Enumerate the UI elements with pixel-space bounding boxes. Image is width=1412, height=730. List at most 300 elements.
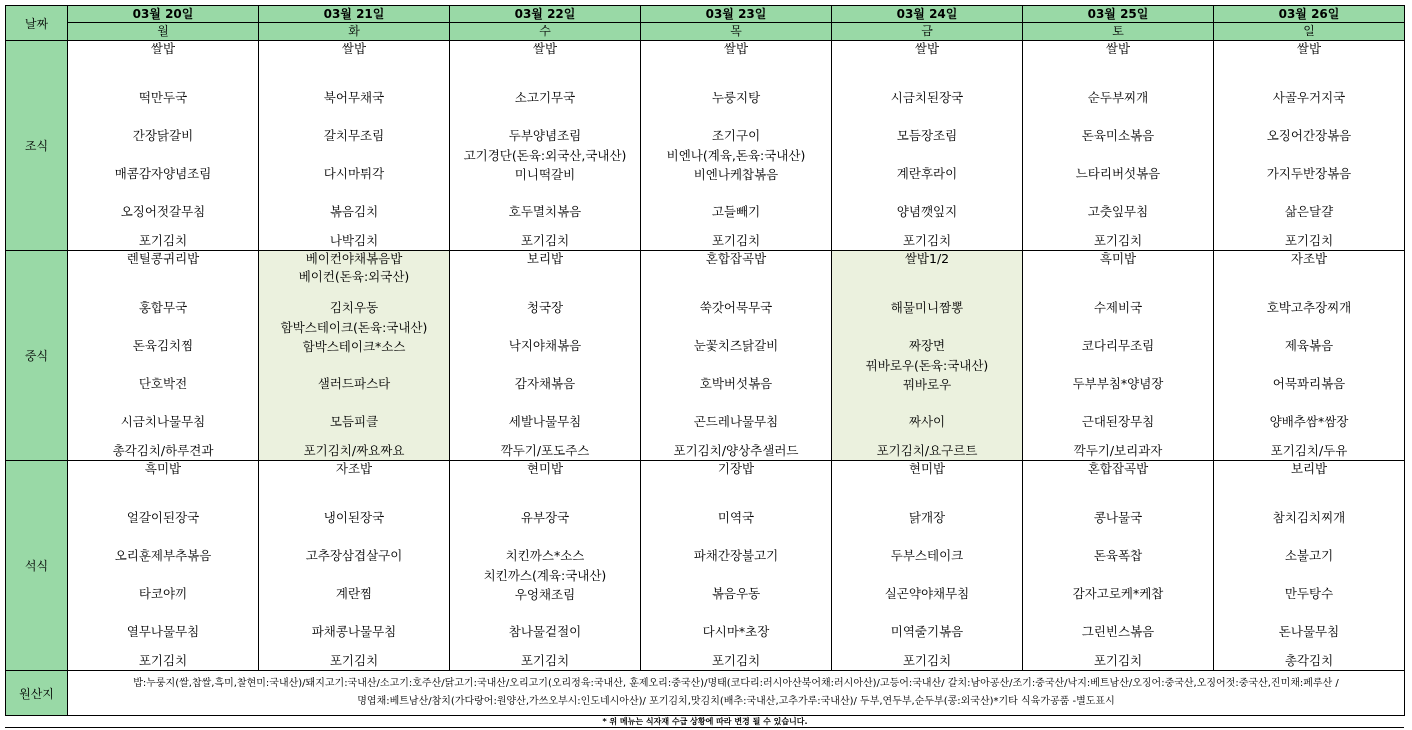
- menu-item: [1023, 499, 1213, 537]
- menu-item: [259, 651, 449, 670]
- menu-item-name: 쌀밥: [1296, 41, 1322, 56]
- menu-cell: [832, 461, 1023, 671]
- menu-item-name: 해물미니짬뽕: [890, 300, 964, 315]
- menu-item: [450, 499, 640, 537]
- menu-item-name: 포기김치/짜요짜요: [303, 443, 405, 458]
- menu-item: [641, 441, 831, 460]
- menu-item: [1023, 441, 1213, 460]
- menu-item-name: 포기김치: [1093, 233, 1143, 248]
- menu-item: [641, 327, 831, 365]
- menu-item: [259, 365, 449, 403]
- menu-item: [832, 79, 1022, 117]
- menu-item-name: 쌀밥: [723, 41, 749, 56]
- menu-item-name: 미니떡갈비: [514, 167, 576, 182]
- menu-item-name: 홍합무국: [138, 300, 188, 315]
- menu-item: [259, 441, 449, 460]
- menu-item: [259, 41, 449, 79]
- menu-item-name: 두부양념조림: [508, 128, 582, 143]
- menu-cell: [1214, 461, 1405, 671]
- menu-item: [1214, 193, 1404, 231]
- menu-item: [1214, 613, 1404, 651]
- menu-item: [259, 613, 449, 651]
- menu-item: [832, 441, 1022, 460]
- menu-item-name: 포기김치: [520, 233, 570, 248]
- menu-item-name: 감자채볶음: [514, 376, 576, 391]
- menu-item: [1214, 251, 1404, 289]
- menu-item: [259, 461, 449, 499]
- menu-item: [832, 575, 1022, 613]
- menu-item: [450, 148, 640, 193]
- menu-item: [68, 251, 258, 289]
- menu-item-name: 유부장국: [520, 510, 570, 525]
- menu-item: [1214, 461, 1404, 499]
- menu-item: [450, 441, 640, 460]
- menu-item: [1023, 403, 1213, 441]
- menu-item-name: 호박버섯볶음: [699, 376, 773, 391]
- menu-item-name: 치킨까스*소스: [505, 548, 585, 563]
- menu-item: [832, 231, 1022, 250]
- menu-item-name: 제육볶음: [1284, 338, 1334, 353]
- menu-item: [1023, 231, 1213, 250]
- menu-item-name: 포기김치: [520, 653, 570, 668]
- menu-item-name: 포기김치: [1284, 233, 1334, 248]
- menu-item-name: 사골우거지국: [1272, 90, 1346, 105]
- menu-item: [259, 251, 449, 289]
- origin-row: [6, 671, 1405, 716]
- weekday-header: 목: [641, 23, 832, 41]
- menu-item-name: 순두부찌개: [1087, 90, 1149, 105]
- menu-cell: [641, 41, 832, 251]
- menu-item: [1023, 613, 1213, 651]
- menu-item-name: 흑미밥: [1099, 251, 1137, 266]
- menu-item: [450, 41, 640, 79]
- menu-item: [450, 327, 640, 365]
- menu-item: [68, 499, 258, 537]
- menu-item: [832, 155, 1022, 193]
- menu-item-name: 자조밥: [335, 461, 373, 476]
- menu-item-name: 모듬장조림: [896, 128, 958, 143]
- footnote: * 위 메뉴는 식자재 수급 상황에 따라 변경 될 수 있습니다.: [602, 717, 808, 726]
- menu-item-name: 쑥갓어묵무국: [699, 300, 773, 315]
- menu-item: [1023, 575, 1213, 613]
- menu-item: [832, 289, 1022, 327]
- menu-item-name: 느타리버섯볶음: [1075, 166, 1161, 181]
- menu-item: [68, 327, 258, 365]
- menu-item-name: 돈나물무침: [1278, 624, 1340, 639]
- menu-item-name: 오징어간장볶음: [1266, 128, 1352, 143]
- menu-item: [832, 651, 1022, 670]
- menu-item-name: 포기김치/요구르트: [876, 443, 978, 458]
- menu-item-name: 쌀밥1/2: [904, 251, 950, 266]
- menu-cell: [1023, 251, 1214, 461]
- menu-item-name: 가지두반장볶음: [1266, 166, 1352, 181]
- menu-item: [1214, 79, 1404, 117]
- date-header: 03월 24일: [832, 6, 1023, 23]
- menu-item-name: 총각김치: [1284, 653, 1334, 668]
- menu-item: [832, 117, 1022, 155]
- menu-item-name: 현미밥: [908, 461, 946, 476]
- menu-item-name: 미역국: [717, 510, 755, 525]
- menu-item: [832, 537, 1022, 575]
- menu-item-name: 보리밥: [526, 251, 564, 266]
- menu-item: [641, 365, 831, 403]
- menu-item: [1023, 537, 1213, 575]
- menu-item-name: 파채간장불고기: [693, 548, 779, 563]
- menu-item-name: 베이컨야채볶음밥: [305, 251, 403, 266]
- menu-item: [259, 193, 449, 231]
- menu-item-name: 쌀밥: [532, 41, 558, 56]
- menu-item: [450, 251, 640, 289]
- menu-item: [832, 193, 1022, 231]
- date-header: 03월 21일: [259, 6, 450, 23]
- menu-item-name: 돈육폭찹: [1093, 548, 1143, 563]
- origin-text: 밥:누룽지(쌀,찹쌀,흑미,찰현미:국내산)/돼지고기:국내산/소고기:호주산/닭고기:국내산/오리고기(오리정육:국내산, 훈제오리:중국산)/명태(코다리:러시아산북어채:러시아산)/고등어:국내산/ 갈치:남아공산/조기:중국산/낙지:베트남산/오징어:중국산,오징어젓:중국산,진미채:페루산 /: [133, 678, 1339, 689]
- menu-item-name: 포기김치/두유: [1270, 443, 1348, 458]
- menu-item-name: 포기김치: [711, 653, 761, 668]
- menu-item-name: 참치김치찌개: [1272, 510, 1346, 525]
- menu-item: [259, 499, 449, 537]
- menu-item-name: 쌀밥: [150, 41, 176, 56]
- menu-cell: [259, 251, 450, 461]
- menu-item-name: 자조밥: [1290, 251, 1328, 266]
- menu-item: [68, 403, 258, 441]
- menu-item: [1214, 231, 1404, 250]
- menu-item: [68, 613, 258, 651]
- menu-item-name: 간장닭갈비: [132, 128, 194, 143]
- menu-item-name: 계란후라이: [896, 166, 958, 181]
- menu-item-name: 미역줄기볶음: [890, 624, 964, 639]
- menu-item-name: 혼합잡곡밥: [1087, 461, 1149, 476]
- menu-cell: [1214, 41, 1405, 251]
- menu-item-name: 수제비국: [1093, 300, 1143, 315]
- menu-item: [450, 461, 640, 499]
- menu-item: [1214, 537, 1404, 575]
- menu-item-name: 호두멸치볶음: [508, 204, 582, 219]
- menu-cell: [68, 461, 259, 671]
- menu-item-name: 보리밥: [1290, 461, 1328, 476]
- menu-cell: [832, 251, 1023, 461]
- menu-cell: [1214, 251, 1405, 461]
- menu-item: [259, 320, 449, 365]
- menu-item-name: 혼합잡곡밥: [705, 251, 767, 266]
- menu-item: [1214, 441, 1404, 460]
- menu-item: [641, 575, 831, 613]
- menu-item-name: 김치우동: [329, 300, 379, 315]
- weekday-header: 토: [1023, 23, 1214, 41]
- menu-cell: [1023, 41, 1214, 251]
- menu-item-name: 그린빈스볶음: [1081, 624, 1155, 639]
- menu-item: [1023, 461, 1213, 499]
- menu-item-name: 북어무채국: [323, 90, 385, 105]
- menu-item-name: 고추장삼겹살구이: [305, 548, 403, 563]
- menu-item-name: 비엔나케찹볶음: [693, 167, 779, 182]
- menu-item: [259, 403, 449, 441]
- origin-detail: 치킨까스(계육:국내산): [483, 568, 607, 583]
- menu-cell: [259, 461, 450, 671]
- menu-cell: [641, 251, 832, 461]
- menu-item-name: 돈육미소볶음: [1081, 128, 1155, 143]
- menu-item: [641, 148, 831, 193]
- menu-item-name: 우엉채조림: [514, 587, 576, 602]
- menu-cell: [68, 251, 259, 461]
- date-header: 03월 23일: [641, 6, 832, 23]
- menu-item-name: 타코야끼: [138, 586, 188, 601]
- menu-item: [641, 613, 831, 651]
- weekly-menu-table: [5, 5, 1405, 727]
- menu-cell: [259, 41, 450, 251]
- menu-item-name: 양배추쌈*쌈장: [1269, 414, 1349, 429]
- origin-detail: 고기경단(돈육:외국산,국내산): [463, 148, 627, 163]
- menu-item: [1214, 499, 1404, 537]
- menu-item: [1214, 327, 1404, 365]
- menu-item-name: 볶음우동: [711, 586, 761, 601]
- menu-item-name: 포기김치: [329, 653, 379, 668]
- menu-item-name: 호박고추장찌개: [1266, 300, 1352, 315]
- menu-item: [259, 575, 449, 613]
- menu-cell: [1023, 461, 1214, 671]
- menu-item: [259, 117, 449, 155]
- menu-item: [68, 79, 258, 117]
- menu-item: [641, 193, 831, 231]
- menu-item: [1214, 41, 1404, 79]
- menu-item-name: 다시마*초장: [702, 624, 770, 639]
- menu-item: [641, 41, 831, 79]
- menu-item: [832, 461, 1022, 499]
- menu-item-name: 현미밥: [526, 461, 564, 476]
- weekday-header: 월: [68, 23, 259, 41]
- menu-item: [1023, 193, 1213, 231]
- menu-item: [641, 537, 831, 575]
- menu-item: [641, 251, 831, 289]
- origin-text: 명엽채:베트남산/참치(가다랑어:원양산,가쓰오부시:인도네시아산)/ 포기김치,맛김치(배추:국내산,고추가루:국내산)/ 두부,연두부,순두부(콩:외국산)*기타 식육가공품 -별도표시: [357, 696, 1115, 707]
- weekday-header: 수: [450, 23, 641, 41]
- menu-item: [68, 289, 258, 327]
- date-row: [6, 6, 1405, 23]
- menu-item: [1214, 365, 1404, 403]
- menu-item-name: 소고기무국: [514, 90, 576, 105]
- menu-item: [1023, 79, 1213, 117]
- menu-item-name: 짜장면: [908, 338, 946, 353]
- bottom-border: [5, 727, 1404, 728]
- menu-item: [641, 289, 831, 327]
- menu-item-name: 포기김치: [902, 233, 952, 248]
- menu-item-name: 갈치무조림: [323, 128, 385, 143]
- menu-item-name: 콩나물국: [1093, 510, 1143, 525]
- menu-item: [1023, 365, 1213, 403]
- menu-cell: [641, 461, 832, 671]
- menu-item-name: 쌀밥: [914, 41, 940, 56]
- menu-item: [450, 568, 640, 613]
- menu-item-name: 조기구이: [711, 128, 761, 143]
- menu-item: [68, 537, 258, 575]
- menu-item: [68, 575, 258, 613]
- menu-item-name: 삶은달걀: [1284, 204, 1334, 219]
- menu-item: [832, 499, 1022, 537]
- menu-item: [1023, 651, 1213, 670]
- menu-item-name: 깍두기/보리과자: [1073, 443, 1163, 458]
- menu-item-name: 꿔바로우: [902, 377, 952, 392]
- menu-cell: [450, 461, 641, 671]
- menu-item: [450, 613, 640, 651]
- menu-item-name: 나박김치: [329, 233, 379, 248]
- menu-item: [1023, 251, 1213, 289]
- menu-item: [450, 79, 640, 117]
- menu-item-name: 곤드레나물무침: [693, 414, 779, 429]
- menu-item: [1023, 41, 1213, 79]
- origin-detail: 비엔나(계육,돈육:국내산): [666, 148, 806, 163]
- menu-item: [68, 155, 258, 193]
- menu-item-name: 단호박전: [138, 376, 188, 391]
- menu-item: [832, 41, 1022, 79]
- menu-item: [1214, 289, 1404, 327]
- menu-item: [832, 403, 1022, 441]
- menu-item: [68, 231, 258, 250]
- menu-item: [832, 358, 1022, 403]
- weekday-header: 화: [259, 23, 450, 41]
- menu-item-name: 얼갈이된장국: [126, 510, 200, 525]
- menu-item-name: 계란찜: [335, 586, 373, 601]
- menu-item: [1214, 575, 1404, 613]
- menu-item-name: 세발나물무침: [508, 414, 582, 429]
- menu-item: [259, 231, 449, 250]
- menu-item: [259, 155, 449, 193]
- menu-item: [641, 231, 831, 250]
- weekday-header: 일: [1214, 23, 1405, 41]
- menu-item-name: 함박스테이크*소스: [302, 339, 406, 354]
- menu-item: [641, 499, 831, 537]
- menu-item: [1214, 651, 1404, 670]
- menu-item-name: 포기김치: [902, 653, 952, 668]
- origin-info: [68, 671, 1405, 716]
- menu-item-name: 고들빼기: [711, 204, 761, 219]
- menu-item: [259, 537, 449, 575]
- menu-item-name: 포기김치/양상추샐러드: [673, 443, 799, 458]
- menu-item-name: 만두탕수: [1284, 586, 1334, 601]
- menu-item: [641, 461, 831, 499]
- menu-item: [1214, 403, 1404, 441]
- menu-item-name: 포기김치: [1093, 653, 1143, 668]
- menu-item-name: 다시마튀각: [323, 166, 385, 181]
- menu-item: [1023, 289, 1213, 327]
- menu-item-name: 포기김치: [138, 653, 188, 668]
- date-header: 03월 22일: [450, 6, 641, 23]
- menu-item-name: 볶음김치: [329, 204, 379, 219]
- menu-item-name: 쌀밥: [341, 41, 367, 56]
- menu-item-name: 오리훈제부추볶음: [114, 548, 212, 563]
- menu-item-name: 어묵꽈리볶음: [1272, 376, 1346, 391]
- meal-label: 석식: [6, 461, 68, 671]
- menu-item: [450, 403, 640, 441]
- weekday-header: 금: [832, 23, 1023, 41]
- date-header: 03월 20일: [68, 6, 259, 23]
- menu-item: [68, 441, 258, 460]
- meal-row: [6, 251, 1405, 461]
- menu-item: [68, 193, 258, 231]
- menu-item-name: 눈꽃치즈닭갈비: [693, 338, 779, 353]
- menu-item-name: 열무나물무침: [126, 624, 200, 639]
- menu-item-name: 시금치나물무침: [120, 414, 206, 429]
- menu-item: [68, 461, 258, 499]
- menu-item-name: 렌틸콩귀리밥: [126, 251, 200, 266]
- menu-item-name: 포기김치: [711, 233, 761, 248]
- menu-item-name: 떡만두국: [138, 90, 188, 105]
- menu-item: [68, 651, 258, 670]
- menu-item-name: 돈육김치찜: [132, 338, 194, 353]
- date-header: 03월 25일: [1023, 6, 1214, 23]
- menu-cell: [450, 251, 641, 461]
- date-header: 03월 26일: [1214, 6, 1405, 23]
- origin-label: 원산지: [6, 671, 68, 716]
- weekday-row: [6, 23, 1405, 41]
- menu-item-name: 누룽지탕: [711, 90, 761, 105]
- menu-item-name: 코다리무조림: [1081, 338, 1155, 353]
- menu-item-name: 시금치된장국: [890, 90, 964, 105]
- menu-item-name: 참나물겉절이: [508, 624, 582, 639]
- menu-item: [450, 365, 640, 403]
- menu-item-name: 파채콩나물무침: [311, 624, 397, 639]
- menu-item: [68, 365, 258, 403]
- meal-row: [6, 461, 1405, 671]
- meal-label: 중식: [6, 251, 68, 461]
- menu-item-name: 깍두기/포도주스: [500, 443, 590, 458]
- menu-item: [450, 289, 640, 327]
- menu-item-name: 낙지야채볶음: [508, 338, 582, 353]
- menu-item-name: 두부스테이크: [890, 548, 964, 563]
- menu-item-name: 청국장: [526, 300, 564, 315]
- menu-cell: [450, 41, 641, 251]
- menu-item: [832, 251, 1022, 289]
- menu-item-name: 실곤약야채무침: [884, 586, 970, 601]
- menu-item-name: 소불고기: [1284, 548, 1334, 563]
- menu-item-name: 감자고로케*케찹: [1072, 586, 1164, 601]
- menu-item: [450, 193, 640, 231]
- menu-item-name: 총각김치/하루견과: [112, 443, 214, 458]
- menu-item: [832, 613, 1022, 651]
- date-label: 날짜: [6, 6, 68, 41]
- menu-item: [450, 651, 640, 670]
- menu-item-name: 오징어젓갈무침: [120, 204, 206, 219]
- menu-item: [1023, 155, 1213, 193]
- origin-detail: 베이컨(돈육:외국산): [298, 269, 410, 284]
- menu-item: [259, 79, 449, 117]
- menu-item-name: 짜사이: [908, 414, 946, 429]
- menu-item-name: 쌀밥: [1105, 41, 1131, 56]
- menu-item-name: 닭개장: [908, 510, 946, 525]
- menu-item-name: 기장밥: [717, 461, 755, 476]
- menu-item: [450, 231, 640, 250]
- menu-item: [641, 403, 831, 441]
- menu-item: [68, 117, 258, 155]
- menu-item-name: 흑미밥: [144, 461, 182, 476]
- origin-detail: 함박스테이크(돈육:국내산): [280, 320, 428, 335]
- menu-cell: [68, 41, 259, 251]
- menu-item-name: 근대된장무침: [1081, 414, 1155, 429]
- menu-cell: [832, 41, 1023, 251]
- menu-item: [1023, 327, 1213, 365]
- menu-item: [1214, 155, 1404, 193]
- menu-item: [641, 651, 831, 670]
- meal-label: 조식: [6, 41, 68, 251]
- menu-item-name: 두부부침*양념장: [1072, 376, 1164, 391]
- menu-item: [1023, 117, 1213, 155]
- note-row: [6, 716, 1405, 728]
- menu-item-name: 포기김치: [138, 233, 188, 248]
- menu-item: [641, 79, 831, 117]
- menu-item-name: 샐러드파스타: [317, 376, 391, 391]
- menu-item-name: 냉이된장국: [323, 510, 385, 525]
- meal-row: [6, 41, 1405, 251]
- menu-item: [68, 41, 258, 79]
